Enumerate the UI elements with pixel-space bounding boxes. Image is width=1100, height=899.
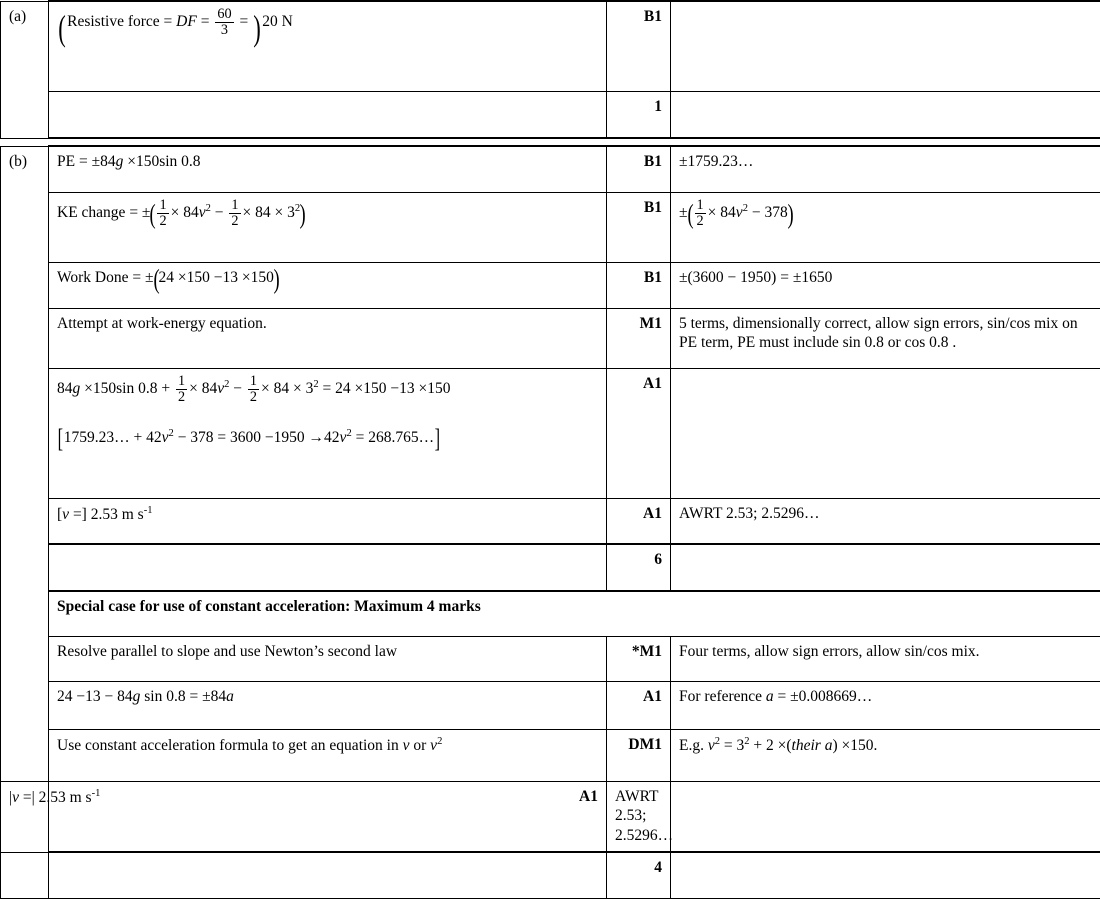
- table-row: [1, 146, 1100, 193]
- v-symbol: v: [12, 789, 19, 806]
- note-rest: = ±0.008669…: [774, 688, 873, 705]
- working-cell-sc-resolve: Resolve parallel to slope and use Newton’s second law: [49, 637, 607, 682]
- working-cell-sc-formula: [49, 730, 607, 782]
- denominator: 2: [176, 389, 187, 405]
- table-row: [1, 309, 1100, 369]
- g-symbol: g: [73, 380, 81, 397]
- part-label-b: (b): [1, 146, 49, 782]
- table-row: [1, 852, 1100, 899]
- working-cell-sc-answer: [1, 782, 49, 853]
- special-case-heading: Special case for use of constant acceleration: Maximum 4 marks: [49, 591, 1100, 637]
- working-cell-b-answer: [49, 499, 607, 545]
- numerator: 1: [176, 374, 187, 389]
- v-symbol-2: v: [340, 429, 347, 446]
- working-cell-b-ke: [49, 193, 607, 263]
- notes-cell-sc-answer: AWRT 2.53; 2.5296…: [607, 782, 671, 853]
- eq-pe-part: ×150sin 0.8 +: [80, 380, 174, 397]
- v-symbol: v: [708, 737, 715, 754]
- open-paren: (: [150, 208, 156, 222]
- v-symbol: v: [199, 204, 206, 221]
- denominator: 3: [215, 22, 233, 38]
- working-cell-sc-total: [49, 852, 607, 899]
- ke-term-2: × 84 × 3: [243, 204, 295, 221]
- v-symbol: v: [217, 380, 224, 397]
- v-exponent-2: 2: [346, 428, 351, 439]
- numerator: 60: [215, 7, 233, 22]
- table-row: [1, 1, 1100, 92]
- separator-part-col: [1, 138, 49, 146]
- note-plusminus: ±: [679, 204, 688, 221]
- numerator: 1: [695, 198, 706, 213]
- equation-line-2: [57, 427, 598, 448]
- a-symbol: a: [766, 688, 774, 705]
- resistive-force-text: Resistive force =: [67, 13, 176, 30]
- answer-value: =| 2.53 m s: [19, 789, 92, 806]
- fraction-half: [695, 198, 706, 229]
- note-pre: For reference: [679, 688, 766, 705]
- equals-1: =: [197, 13, 214, 30]
- eq-rhs: = 24 ×150 −13 ×150: [319, 380, 451, 397]
- notes-cell-sc-total: [671, 852, 1100, 899]
- wd-inner: 24 ×150 −13 ×150: [159, 269, 274, 286]
- or-text: or: [410, 737, 431, 754]
- separator-mark-col: [607, 138, 671, 146]
- pe-rest: ×150sin 0.8: [123, 153, 200, 170]
- v-symbol-2: v: [430, 737, 437, 754]
- notes-cell-a-total: [671, 92, 1100, 139]
- eq2-part-b: − 378 = 3600 −1950 →42: [174, 429, 340, 446]
- table-row: [1, 263, 1100, 309]
- three-exponent: 2: [313, 379, 318, 390]
- notes-cell-b-attempt: 5 terms, dimensionally correct, allow sign errors, sin/cos mix on PE term, PE must include sin 0.8 or cos 0.8 .: [671, 309, 1100, 369]
- notes-cell-b-equation: [671, 369, 1100, 499]
- fraction-half: [176, 374, 187, 405]
- a-symbol: a: [226, 688, 234, 705]
- eg-label: E.g.: [679, 737, 708, 754]
- v-exponent: 2: [224, 379, 229, 390]
- notes-cell-b-pe: ±1759.23…: [671, 146, 1100, 193]
- numerator: 1: [229, 198, 240, 213]
- eq-minus: −: [229, 380, 246, 397]
- mark-cell-sc-equation: A1: [607, 682, 671, 730]
- close-bracket: ]: [435, 432, 440, 446]
- mark-cell-sc-answer: A1: [49, 782, 607, 853]
- notes-cell-b-ke: [671, 193, 1100, 263]
- v-symbol: v: [62, 506, 69, 523]
- mark-cell-b-attempt: M1: [607, 309, 671, 369]
- notes-cell-b-total: [671, 544, 1100, 591]
- table-row: [1, 499, 1100, 545]
- notes-cell-sc-formula: [671, 730, 1100, 782]
- sc-eq-pre: 24 −13 − 84: [57, 688, 133, 705]
- v-symbol: v: [736, 204, 743, 221]
- sc-formula-text: Use constant acceleration formula to get an equation in: [57, 737, 403, 754]
- part-label-blank: [1, 852, 49, 899]
- note-close: ) ×150.: [832, 737, 877, 754]
- mark-cell-a-total: 1: [607, 92, 671, 139]
- separator-note-col: [671, 138, 1100, 146]
- notes-cell-b-work-done: ±(3600 − 1950) = ±1650: [671, 263, 1100, 309]
- eq2-part-c: = 268.765…: [352, 429, 434, 446]
- v-exponent: 2: [206, 203, 211, 214]
- fraction-half-2: [229, 198, 240, 229]
- working-cell-b-total: [49, 544, 607, 591]
- numerator: 1: [248, 374, 259, 389]
- unit-exponent: -1: [92, 788, 101, 799]
- three-exponent: 2: [744, 736, 749, 747]
- close-paren: ): [273, 273, 279, 287]
- working-cell-sc-equation: [49, 682, 607, 730]
- pe-label: PE: [57, 153, 75, 170]
- eq-84: 84: [57, 380, 73, 397]
- notes-cell-a-b1: [671, 1, 1100, 92]
- open-paren: (: [58, 21, 66, 36]
- denominator: 2: [157, 213, 168, 229]
- denominator: 2: [248, 389, 259, 405]
- v-symbol: v: [403, 737, 410, 754]
- mark-cell-sc-formula: DM1: [607, 730, 671, 782]
- table-row: [1, 782, 1100, 853]
- note-term: × 84: [708, 204, 736, 221]
- g-symbol: g: [116, 153, 124, 170]
- table-row: [1, 591, 1100, 637]
- part-label-a: (a): [1, 1, 49, 138]
- eq-term-1: × 84: [189, 380, 217, 397]
- fraction-half: [157, 198, 168, 229]
- v-exponent: 2: [437, 736, 442, 747]
- separator-body-col: [49, 138, 607, 146]
- note-end: − 378: [748, 204, 788, 221]
- denominator: 2: [695, 213, 706, 229]
- section-separator: [1, 138, 1100, 146]
- three-exponent: 2: [295, 203, 300, 214]
- table-row: [1, 730, 1100, 782]
- open-paren: (: [153, 273, 159, 287]
- sc-eq-mid: sin 0.8 = ±84: [140, 688, 226, 705]
- ke-term-1: × 84: [171, 204, 199, 221]
- ke-label: KE change: [57, 204, 125, 221]
- open-bar: |: [9, 789, 12, 806]
- fraction-60-over-3: [215, 7, 233, 38]
- table-row: [1, 92, 1100, 139]
- eq2-part-a: 1759.23… + 42: [64, 429, 162, 446]
- answer-value: =] 2.53 m s: [69, 506, 144, 523]
- df-symbol: DF: [176, 13, 197, 30]
- mark-cell-sc-total: 4: [607, 852, 671, 899]
- notes-cell-sc-resolve: Four terms, allow sign errors, allow sin/cos mix.: [671, 637, 1100, 682]
- table-row: [1, 193, 1100, 263]
- table-row: [1, 682, 1100, 730]
- close-paren: ): [787, 208, 793, 222]
- answer-20n: 20 N: [262, 13, 293, 30]
- note-plus: + 2 ×(: [750, 737, 792, 754]
- work-done-label: Work Done: [57, 269, 129, 286]
- eq-term-2: × 84 × 3: [261, 380, 313, 397]
- v-exponent: 2: [715, 736, 720, 747]
- g-symbol: g: [133, 688, 141, 705]
- table-row: [1, 637, 1100, 682]
- working-cell-a-resistive-force: [49, 1, 607, 92]
- table-row: [1, 544, 1100, 591]
- notes-cell-sc-equation: [671, 682, 1100, 730]
- pe-equals: = ±84: [75, 153, 116, 170]
- close-paren: ): [300, 208, 306, 222]
- v-exponent: 2: [169, 428, 174, 439]
- denominator: 2: [229, 213, 240, 229]
- mark-cell-sc-resolve: *M1: [607, 637, 671, 682]
- v-symbol: v: [162, 429, 169, 446]
- table-row: [1, 369, 1100, 499]
- v-exponent: 2: [743, 203, 748, 214]
- working-cell-b-work-done: [49, 263, 607, 309]
- mark-cell-b-total: 6: [607, 544, 671, 591]
- mark-cell-b-answer: A1: [607, 499, 671, 545]
- mark-cell-a-b1: B1: [607, 1, 671, 92]
- wd-equals: = ±: [129, 269, 154, 286]
- working-cell-b-pe: [49, 146, 607, 193]
- notes-cell-b-answer: AWRT 2.53; 2.5296…: [671, 499, 1100, 545]
- working-cell-b-attempt: Attempt at work-energy equation.: [49, 309, 607, 369]
- numerator: 1: [157, 198, 168, 213]
- their-a-text: their a: [792, 737, 833, 754]
- working-cell-a-total: [49, 92, 607, 139]
- mark-cell-b-ke: B1: [607, 193, 671, 263]
- ke-minus: −: [211, 204, 228, 221]
- mark-cell-b-pe: B1: [607, 146, 671, 193]
- equation-line-1: [57, 374, 598, 405]
- open-bracket: [: [57, 506, 62, 523]
- unit-exponent: -1: [144, 505, 153, 516]
- close-paren: ): [253, 21, 261, 36]
- working-cell-b-full-equation: [49, 369, 607, 499]
- mark-cell-b-equation: A1: [607, 369, 671, 499]
- fraction-half-2: [248, 374, 259, 405]
- equals-2: =: [236, 13, 253, 30]
- mark-cell-b-work-done: B1: [607, 263, 671, 309]
- ke-equals: = ±: [125, 204, 150, 221]
- open-bracket: [: [58, 432, 63, 446]
- note-mid: = 3: [720, 737, 744, 754]
- open-paren: (: [687, 208, 693, 222]
